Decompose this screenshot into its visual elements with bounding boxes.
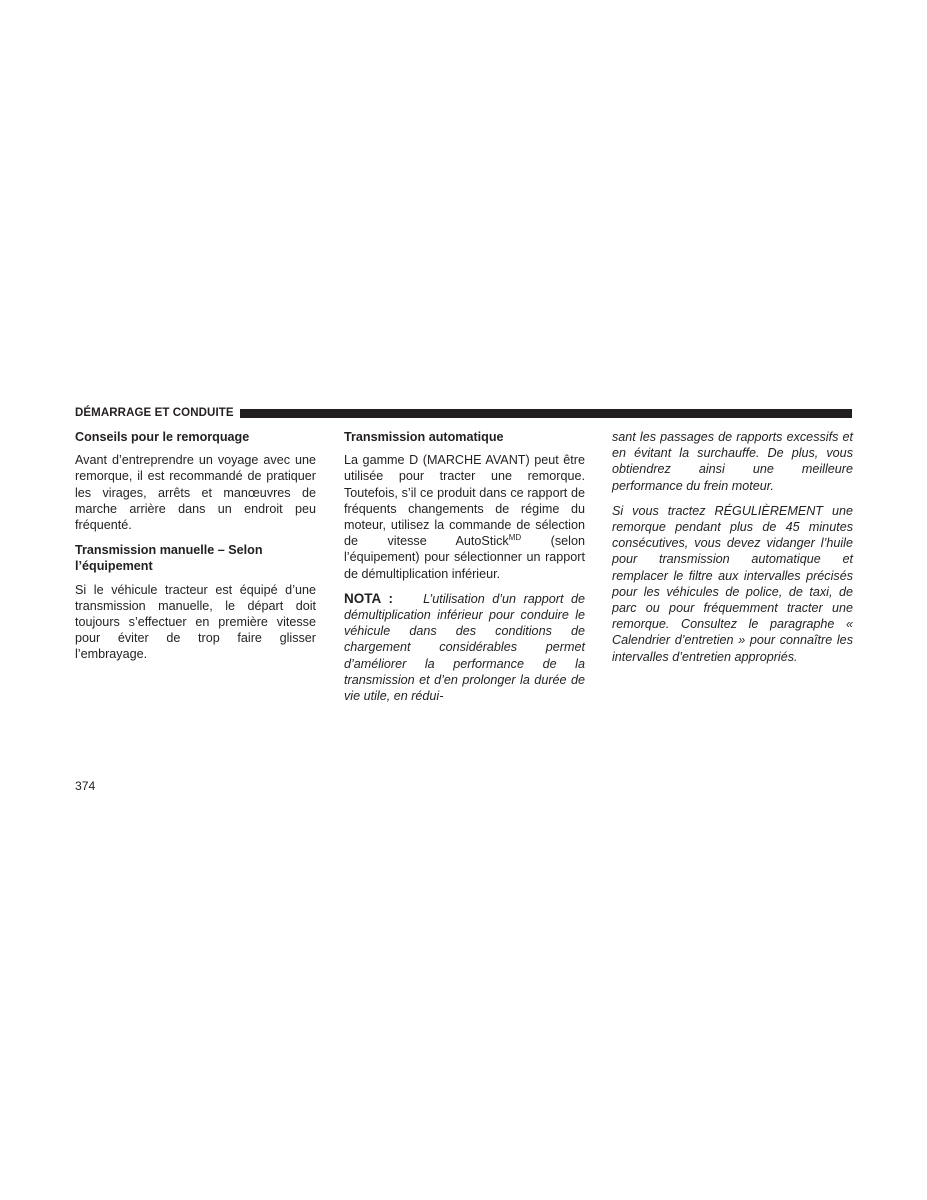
heading-towing-tips: Conseils pour le remorquage xyxy=(75,430,250,444)
section-header xyxy=(75,405,852,421)
heading-manual-transmission: Transmission manuelle – Selon l’équipement xyxy=(75,543,263,574)
section-title: DÉMARRAGE ET CONDUITE xyxy=(75,407,234,419)
trademark-sup: MD xyxy=(508,533,522,543)
column-middle xyxy=(344,429,585,713)
column-left xyxy=(75,429,316,672)
header-rule xyxy=(240,409,852,418)
page-number: 374 xyxy=(75,779,96,793)
nota-continuation: sant les passages de rapports excessifs et en évitant la surchauffe. De plus, vous obtiendrez ainsi une meilleure performance du frein moteur. xyxy=(612,430,853,493)
paragraph-automatic-transmission xyxy=(344,452,585,582)
nota-paragraph xyxy=(344,591,585,704)
paragraph-manual-transmission: Si le véhicule tracteur est équipé d’une transmission manuelle, le départ doit toujours s’effectuer en première vitesse pour éviter de trop faire glisser l’embrayage. xyxy=(75,582,316,662)
column-right xyxy=(612,429,853,674)
auto-text-b: (selon l’équipement) pour sélectionner un rapport de démultiplication inférieur. xyxy=(344,534,585,581)
paragraph-towing-tips: Avant d’entreprendre un voyage avec une remorque, il est recommandé de pratiquer les virages, arrêts et manœuvres de marche arrière dans un endroit peu fréquenté. xyxy=(75,453,316,533)
paragraph-regular-towing: Si vous tractez RÉGULIÈREMENT une remorque pendant plus de 45 minutes consécutives, vous devez vidanger l’huile pour transmission automatique et remplacer le filtre aux intervalles précisés pour les véhicules de police, de taxi, de parc ou pour fréquemment tracter une remorque. Consultez le paragraphe « Calendrier d’entretien » pour connaître les intervalles d’entretien appropriés. xyxy=(612,503,853,664)
auto-text-a: La gamme D (MARCHE AVANT) peut être utilisée pour tracter une remorque. Toutefois, s’il ce produit dans ce rapport de fréquents changements de régime du moteur, utilisez la commande de sélection de vitesse AutoStick xyxy=(344,453,585,549)
heading-automatic-transmission: Transmission automatique xyxy=(344,430,504,444)
nota-text: L’utilisation d’un rapport de démultiplication inférieur pour conduire le véhicule dans des conditions de chargement considérables permet d’améliorer la performance de la transmission et d’en prolonger la durée de vie utile, en rédui- xyxy=(344,591,586,704)
nota-label: NOTA : xyxy=(344,590,394,606)
